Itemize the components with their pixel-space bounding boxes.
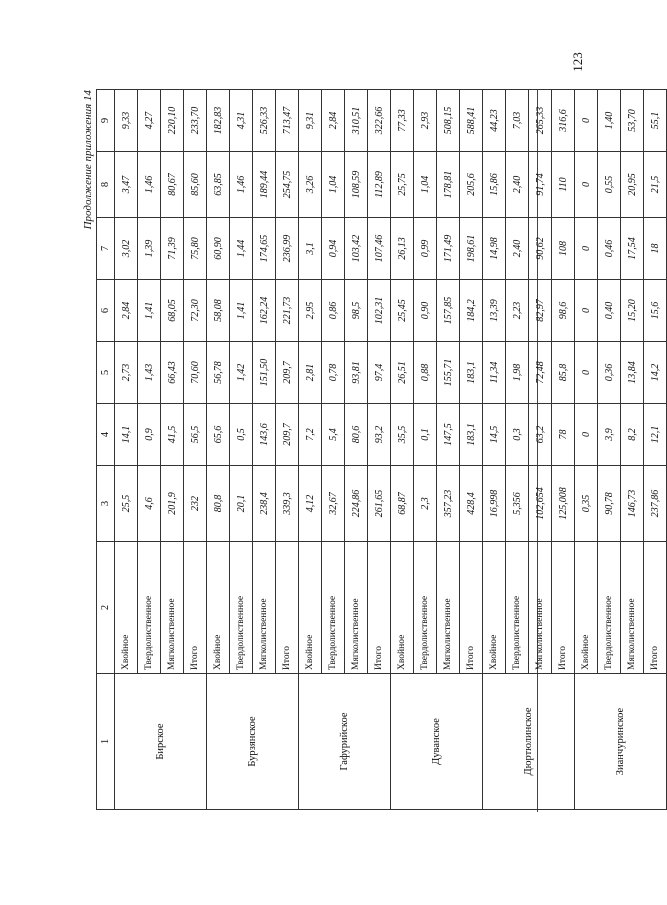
value-cell: 25,45 bbox=[391, 280, 414, 342]
value-cell: 0,90 bbox=[414, 280, 437, 342]
col-header: 3 bbox=[97, 466, 115, 542]
value-cell: 60,90 bbox=[207, 218, 230, 280]
value-cell: 98,6 bbox=[552, 280, 575, 342]
value-cell: 0 bbox=[575, 404, 598, 466]
value-cell: 78 bbox=[552, 404, 575, 466]
forest-type-cell: Итого bbox=[460, 542, 483, 674]
value-cell: 4,31 bbox=[230, 90, 253, 152]
value-cell: 41,5 bbox=[161, 404, 184, 466]
forest-type-cell: Мягколиственное bbox=[529, 542, 552, 674]
value-cell: 55,1 bbox=[644, 90, 667, 152]
value-cell: 56,78 bbox=[207, 342, 230, 404]
forest-type-cell: Мягколиственное bbox=[345, 542, 368, 674]
value-cell: 58,08 bbox=[207, 280, 230, 342]
value-cell: 14,5 bbox=[483, 404, 506, 466]
value-cell: 316,6 bbox=[552, 90, 575, 152]
value-cell: 75,80 bbox=[184, 218, 207, 280]
table-row bbox=[575, 90, 598, 810]
value-cell: 151,50 bbox=[253, 342, 276, 404]
table-row bbox=[391, 90, 414, 810]
value-cell: 1,39 bbox=[138, 218, 161, 280]
value-cell: 182,83 bbox=[207, 90, 230, 152]
value-cell: 2,3 bbox=[414, 466, 437, 542]
value-cell: 201,9 bbox=[161, 466, 184, 542]
value-cell: 14,1 bbox=[115, 404, 138, 466]
value-cell: 237,86 bbox=[644, 466, 667, 542]
district-cell: Бурзянское bbox=[207, 674, 299, 810]
value-cell: 254,75 bbox=[276, 152, 299, 218]
table-row bbox=[483, 90, 506, 810]
forest-type-cell: Твердолиственное bbox=[598, 542, 621, 674]
forest-type-cell: Твердолиственное bbox=[230, 542, 253, 674]
col-header: 5 bbox=[97, 342, 115, 404]
value-cell: 174,65 bbox=[253, 218, 276, 280]
value-cell: 110 bbox=[552, 152, 575, 218]
value-cell: 162,24 bbox=[253, 280, 276, 342]
forest-type-cell: Твердолиственное bbox=[138, 542, 161, 674]
value-cell: 2,95 bbox=[299, 280, 322, 342]
value-cell: 1,40 bbox=[598, 90, 621, 152]
forest-type-cell: Мягколиственное bbox=[437, 542, 460, 674]
value-cell: 72,30 bbox=[184, 280, 207, 342]
value-cell: 224,86 bbox=[345, 466, 368, 542]
value-cell: 2,40 bbox=[506, 218, 529, 280]
value-cell: 2,84 bbox=[322, 90, 345, 152]
value-cell: 102,654 bbox=[529, 466, 552, 542]
value-cell: 91,74 bbox=[529, 152, 552, 218]
value-cell: 1,41 bbox=[230, 280, 253, 342]
forest-type-cell: Мягколиственное bbox=[621, 542, 644, 674]
value-cell: 85,8 bbox=[552, 342, 575, 404]
value-cell: 4,27 bbox=[138, 90, 161, 152]
value-cell: 310,51 bbox=[345, 90, 368, 152]
forest-type-cell: Хвойное bbox=[207, 542, 230, 674]
value-cell: 12,1 bbox=[644, 404, 667, 466]
value-cell: 15,6 bbox=[644, 280, 667, 342]
forest-type-cell: Твердолиственное bbox=[322, 542, 345, 674]
value-cell: 26,13 bbox=[391, 218, 414, 280]
value-cell: 713,47 bbox=[276, 90, 299, 152]
value-cell: 90,62 bbox=[529, 218, 552, 280]
value-cell: 8,2 bbox=[621, 404, 644, 466]
value-cell: 1,43 bbox=[138, 342, 161, 404]
value-cell: 11,34 bbox=[483, 342, 506, 404]
value-cell: 3,47 bbox=[115, 152, 138, 218]
value-cell: 103,42 bbox=[345, 218, 368, 280]
forest-type-cell: Хвойное bbox=[575, 542, 598, 674]
value-cell: 0 bbox=[575, 152, 598, 218]
value-cell: 9,31 bbox=[299, 90, 322, 152]
value-cell: 339,3 bbox=[276, 466, 299, 542]
value-cell: 2,73 bbox=[115, 342, 138, 404]
value-cell: 0,86 bbox=[322, 280, 345, 342]
forest-type-cell: Хвойное bbox=[115, 542, 138, 674]
value-cell: 0,9 bbox=[138, 404, 161, 466]
value-cell: 157,85 bbox=[437, 280, 460, 342]
value-cell: 178,81 bbox=[437, 152, 460, 218]
value-cell: 0 bbox=[575, 90, 598, 152]
table-row bbox=[207, 90, 230, 810]
value-cell: 44,23 bbox=[483, 90, 506, 152]
value-cell: 1,44 bbox=[230, 218, 253, 280]
value-cell: 0,99 bbox=[414, 218, 437, 280]
col-header: 7 bbox=[97, 218, 115, 280]
forest-table bbox=[96, 89, 667, 810]
value-cell: 0 bbox=[575, 218, 598, 280]
value-cell: 7,2 bbox=[299, 404, 322, 466]
value-cell: 146,73 bbox=[621, 466, 644, 542]
value-cell: 508,15 bbox=[437, 90, 460, 152]
value-cell: 2,84 bbox=[115, 280, 138, 342]
value-cell: 261,65 bbox=[368, 466, 391, 542]
value-cell: 26,51 bbox=[391, 342, 414, 404]
value-cell: 3,26 bbox=[299, 152, 322, 218]
value-cell: 0,1 bbox=[414, 404, 437, 466]
value-cell: 1,41 bbox=[138, 280, 161, 342]
value-cell: 32,67 bbox=[322, 466, 345, 542]
forest-type-cell: Твердолиственное bbox=[506, 542, 529, 674]
table-row bbox=[115, 90, 138, 810]
value-cell: 147,5 bbox=[437, 404, 460, 466]
value-cell: 526,33 bbox=[253, 90, 276, 152]
value-cell: 5,356 bbox=[506, 466, 529, 542]
value-cell: 183,1 bbox=[460, 404, 483, 466]
value-cell: 0,35 bbox=[575, 466, 598, 542]
forest-type-cell: Итого bbox=[552, 542, 575, 674]
value-cell: 77,33 bbox=[391, 90, 414, 152]
value-cell: 171,49 bbox=[437, 218, 460, 280]
header-row bbox=[97, 90, 115, 810]
value-cell: 90,78 bbox=[598, 466, 621, 542]
value-cell: 0,78 bbox=[322, 342, 345, 404]
value-cell: 588,41 bbox=[460, 90, 483, 152]
value-cell: 20,1 bbox=[230, 466, 253, 542]
value-cell: 112,89 bbox=[368, 152, 391, 218]
value-cell: 97,4 bbox=[368, 342, 391, 404]
value-cell: 93,81 bbox=[345, 342, 368, 404]
value-cell: 108,59 bbox=[345, 152, 368, 218]
value-cell: 35,5 bbox=[391, 404, 414, 466]
value-cell: 143,6 bbox=[253, 404, 276, 466]
value-cell: 238,4 bbox=[253, 466, 276, 542]
value-cell: 232 bbox=[184, 466, 207, 542]
value-cell: 1,04 bbox=[414, 152, 437, 218]
value-cell: 184,2 bbox=[460, 280, 483, 342]
value-cell: 2,23 bbox=[506, 280, 529, 342]
value-cell: 7,03 bbox=[506, 90, 529, 152]
value-cell: 15,86 bbox=[483, 152, 506, 218]
value-cell: 2,81 bbox=[299, 342, 322, 404]
value-cell: 1,04 bbox=[322, 152, 345, 218]
value-cell: 85,60 bbox=[184, 152, 207, 218]
value-cell: 63,2 bbox=[529, 404, 552, 466]
value-cell: 220,10 bbox=[161, 90, 184, 152]
value-cell: 18 bbox=[644, 218, 667, 280]
table-body bbox=[115, 90, 667, 810]
value-cell: 53,70 bbox=[621, 90, 644, 152]
value-cell: 189,44 bbox=[253, 152, 276, 218]
value-cell: 205,6 bbox=[460, 152, 483, 218]
value-cell: 82,97 bbox=[529, 280, 552, 342]
value-cell: 108 bbox=[552, 218, 575, 280]
value-cell: 221,73 bbox=[276, 280, 299, 342]
value-cell: 0,5 bbox=[230, 404, 253, 466]
value-cell: 68,05 bbox=[161, 280, 184, 342]
forest-type-cell: Твердолиственное bbox=[414, 542, 437, 674]
value-cell: 5,4 bbox=[322, 404, 345, 466]
col-header: 8 bbox=[97, 152, 115, 218]
value-cell: 68,87 bbox=[391, 466, 414, 542]
table-row bbox=[299, 90, 322, 810]
value-cell: 56,5 bbox=[184, 404, 207, 466]
value-cell: 3,1 bbox=[299, 218, 322, 280]
value-cell: 20,95 bbox=[621, 152, 644, 218]
value-cell: 15,20 bbox=[621, 280, 644, 342]
district-cell: Гафурийское bbox=[299, 674, 391, 810]
value-cell: 63,85 bbox=[207, 152, 230, 218]
value-cell: 107,46 bbox=[368, 218, 391, 280]
value-cell: 93,2 bbox=[368, 404, 391, 466]
forest-type-cell: Хвойное bbox=[299, 542, 322, 674]
value-cell: 0,40 bbox=[598, 280, 621, 342]
district-cell: Дюртюлинское bbox=[483, 674, 575, 810]
value-cell: 209,7 bbox=[276, 404, 299, 466]
value-cell: 16,998 bbox=[483, 466, 506, 542]
value-cell: 66,43 bbox=[161, 342, 184, 404]
value-cell: 265,33 bbox=[529, 90, 552, 152]
value-cell: 1,46 bbox=[138, 152, 161, 218]
forest-type-cell: Итого bbox=[368, 542, 391, 674]
value-cell: 322,66 bbox=[368, 90, 391, 152]
value-cell: 71,39 bbox=[161, 218, 184, 280]
value-cell: 0,36 bbox=[598, 342, 621, 404]
value-cell: 4,12 bbox=[299, 466, 322, 542]
forest-type-cell: Мягколиственное bbox=[161, 542, 184, 674]
value-cell: 236,99 bbox=[276, 218, 299, 280]
page-number: 123 bbox=[570, 52, 585, 72]
forest-type-cell: Мягколиственное bbox=[253, 542, 276, 674]
forest-type-cell: Хвойное bbox=[391, 542, 414, 674]
col-header: 9 bbox=[97, 90, 115, 152]
value-cell: 14,98 bbox=[483, 218, 506, 280]
value-cell: 209,7 bbox=[276, 342, 299, 404]
value-cell: 65,6 bbox=[207, 404, 230, 466]
value-cell: 0 bbox=[575, 342, 598, 404]
value-cell: 72,48 bbox=[529, 342, 552, 404]
value-cell: 0,88 bbox=[414, 342, 437, 404]
forest-type-cell: Итого bbox=[184, 542, 207, 674]
value-cell: 102,31 bbox=[368, 280, 391, 342]
value-cell: 98,5 bbox=[345, 280, 368, 342]
value-cell: 70,60 bbox=[184, 342, 207, 404]
value-cell: 0,55 bbox=[598, 152, 621, 218]
value-cell: 25,75 bbox=[391, 152, 414, 218]
value-cell: 183,1 bbox=[460, 342, 483, 404]
value-cell: 17,54 bbox=[621, 218, 644, 280]
value-cell: 0,3 bbox=[506, 404, 529, 466]
forest-type-cell: Итого bbox=[644, 542, 667, 674]
rotated-content bbox=[80, 90, 661, 810]
value-cell: 9,33 bbox=[115, 90, 138, 152]
value-cell: 1,42 bbox=[230, 342, 253, 404]
value-cell: 21,5 bbox=[644, 152, 667, 218]
col-header: 2 bbox=[97, 542, 115, 674]
value-cell: 3,02 bbox=[115, 218, 138, 280]
value-cell: 1,46 bbox=[230, 152, 253, 218]
value-cell: 2,40 bbox=[506, 152, 529, 218]
value-cell: 80,67 bbox=[161, 152, 184, 218]
value-cell: 80,6 bbox=[345, 404, 368, 466]
value-cell: 428,4 bbox=[460, 466, 483, 542]
value-cell: 1,98 bbox=[506, 342, 529, 404]
value-cell: 155,71 bbox=[437, 342, 460, 404]
value-cell: 0,94 bbox=[322, 218, 345, 280]
col-header: 4 bbox=[97, 404, 115, 466]
value-cell: 2,93 bbox=[414, 90, 437, 152]
appendix-subtitle: Продолжение приложения 14 bbox=[82, 90, 94, 230]
district-cell: Зианчуринское bbox=[575, 674, 667, 810]
value-cell: 3,9 bbox=[598, 404, 621, 466]
value-cell: 357,23 bbox=[437, 466, 460, 542]
value-cell: 0,46 bbox=[598, 218, 621, 280]
col-header: 1 bbox=[97, 674, 115, 810]
value-cell: 25,5 bbox=[115, 466, 138, 542]
value-cell: 80,8 bbox=[207, 466, 230, 542]
value-cell: 13,39 bbox=[483, 280, 506, 342]
value-cell: 0 bbox=[575, 280, 598, 342]
forest-type-cell: Итого bbox=[276, 542, 299, 674]
forest-type-cell: Хвойное bbox=[483, 542, 506, 674]
value-cell: 125,008 bbox=[552, 466, 575, 542]
col-header: 6 bbox=[97, 280, 115, 342]
value-cell: 13,84 bbox=[621, 342, 644, 404]
district-cell: Дуванское bbox=[391, 674, 483, 810]
value-cell: 4,6 bbox=[138, 466, 161, 542]
district-cell: Бирское bbox=[115, 674, 207, 810]
value-cell: 233,70 bbox=[184, 90, 207, 152]
value-cell: 14,2 bbox=[644, 342, 667, 404]
value-cell: 198,61 bbox=[460, 218, 483, 280]
